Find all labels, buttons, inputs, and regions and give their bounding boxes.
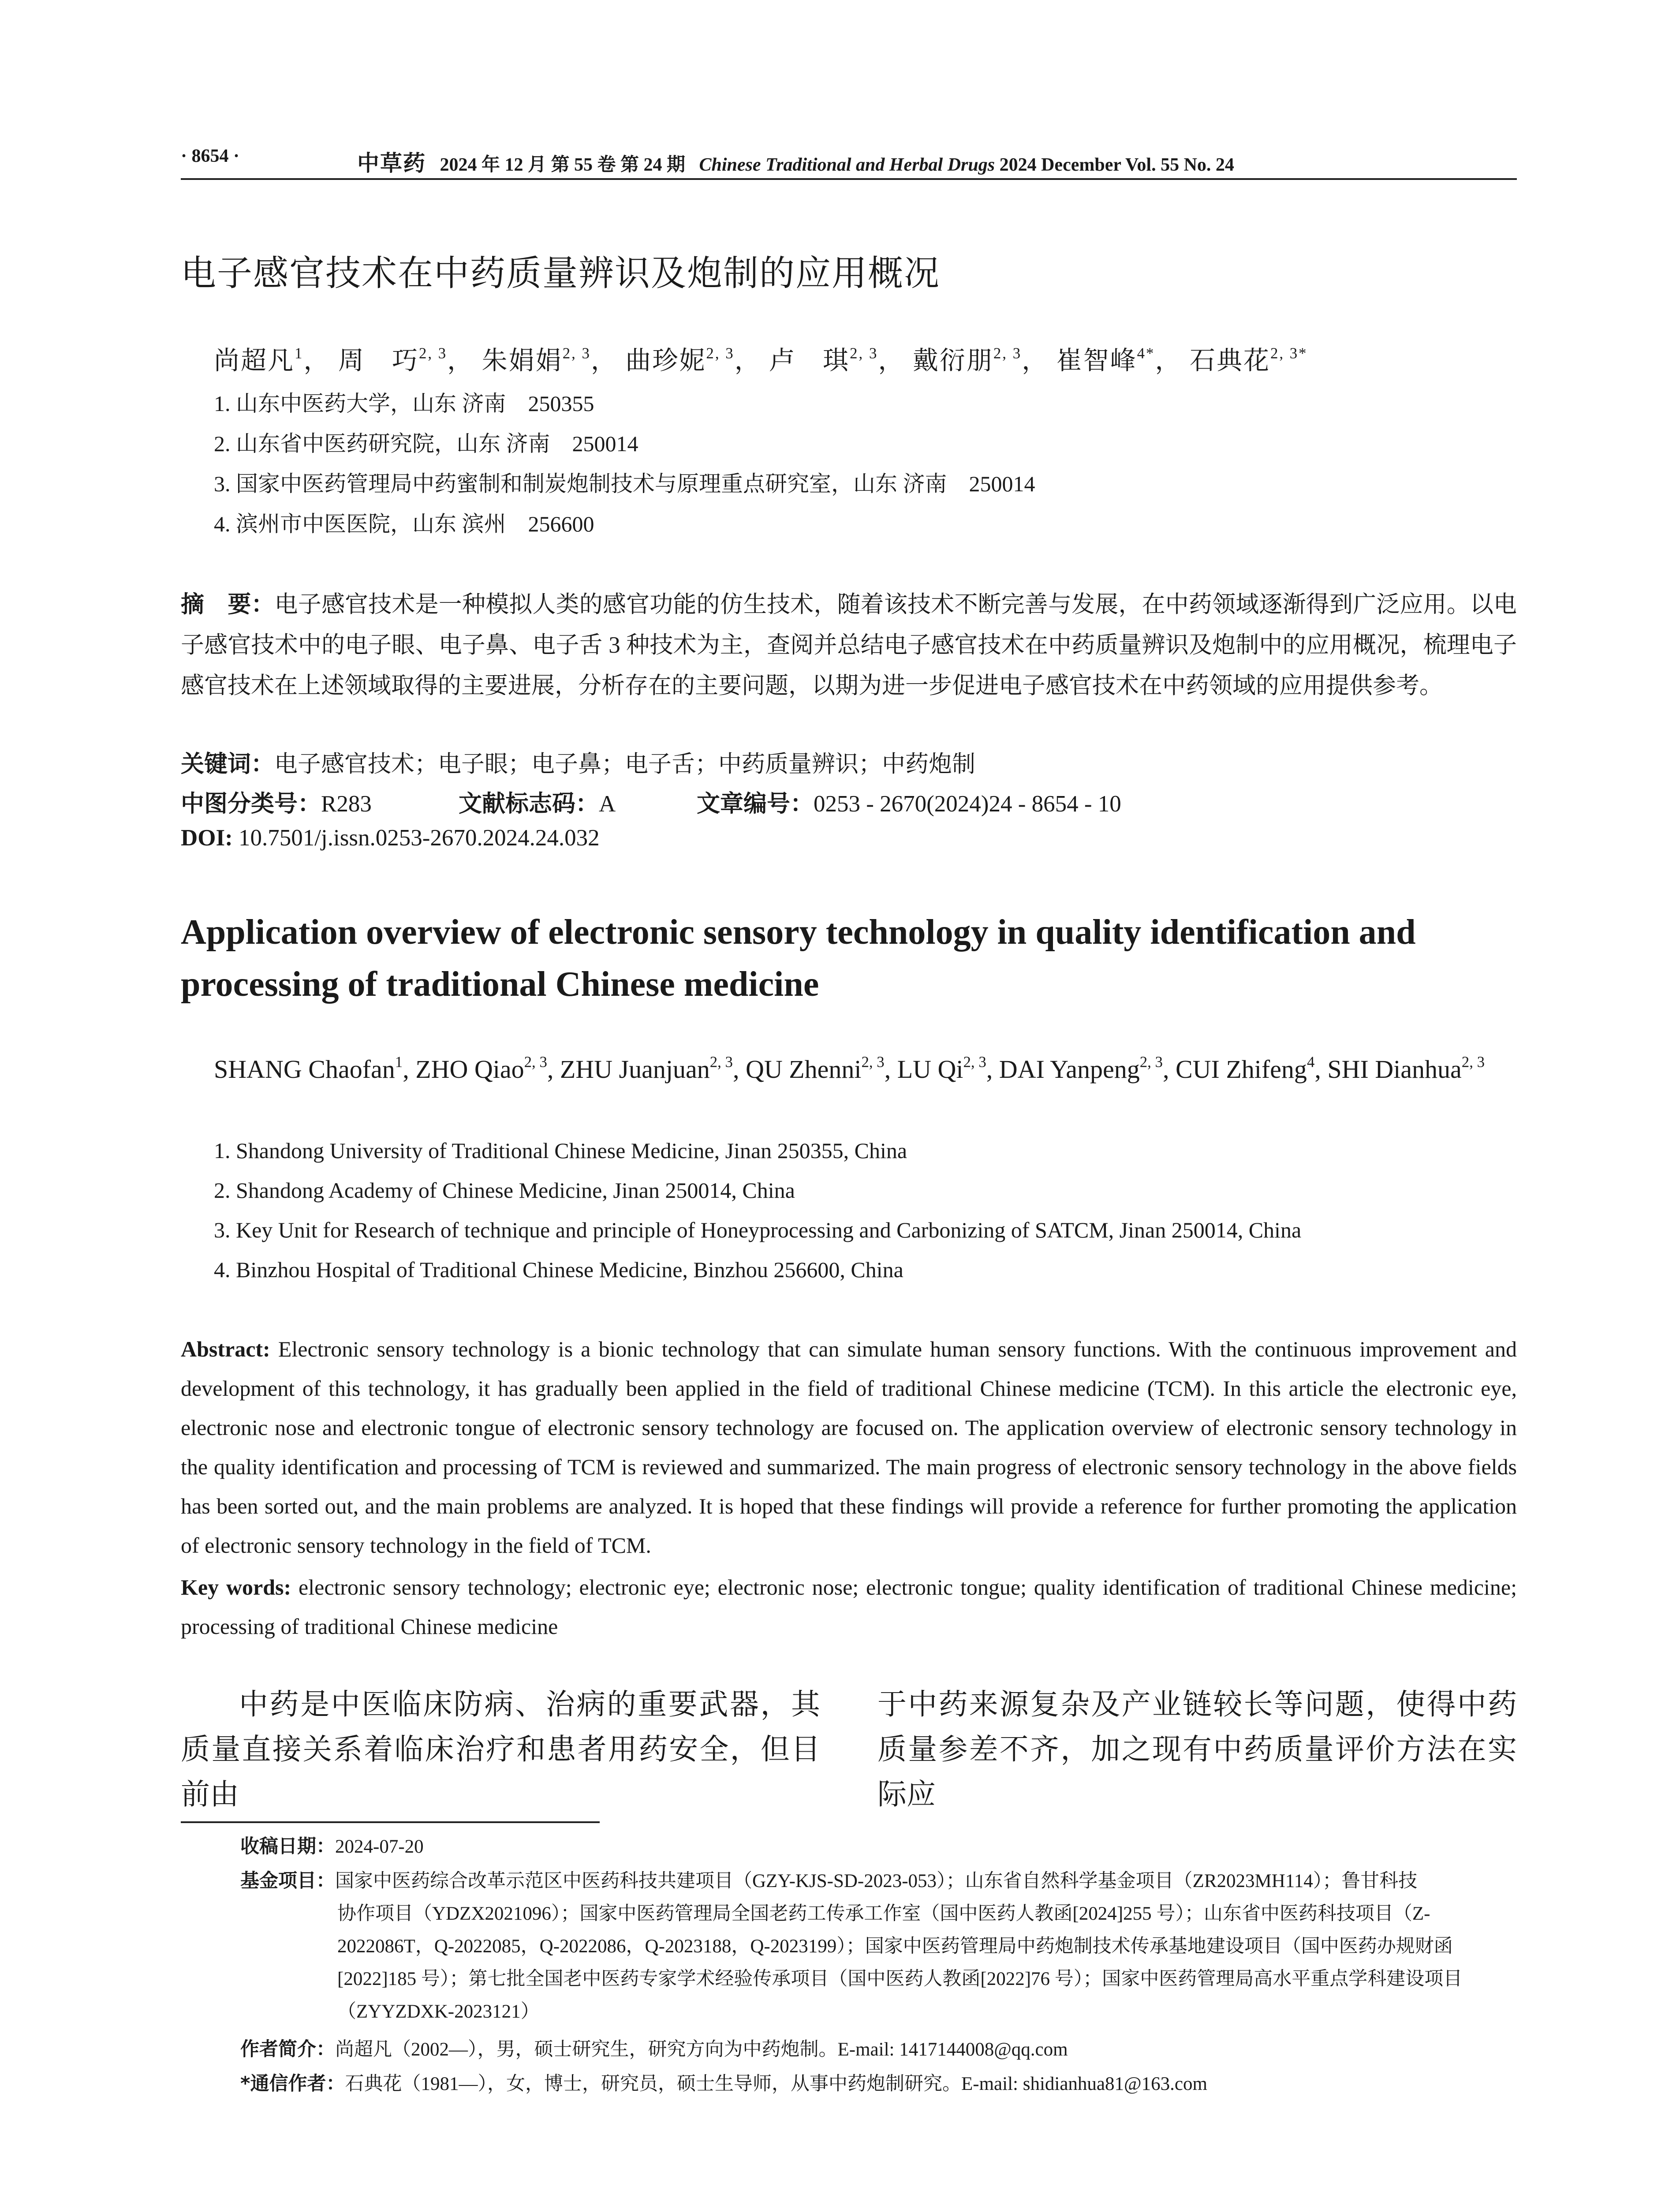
en-author: LU Qi$^{2, 3}$ <box>897 1053 986 1084</box>
article-no-value: 0253 - 2670(2024)24 - 8654 - 10 <box>814 791 1121 817</box>
en-author: QU Zhenni$^{2, 3}$ <box>745 1053 885 1084</box>
en-abstract-text: Electronic sensory technology is a bionic technology that can simulate human sensory functions. With the continuous improvement and development of this technology, it has gradually been applied in the field of traditional Chinese medicine (TCM). In this article the electronic eye, electronic nose and electronic tongue of electronic sensory technology are focused on. The application overview of electronic sensory technology in the quality identification and processing of TCM is reviewed and summarized. The main progress of electronic sensory technology in the above fields has been sorted out, and the main problems are analyzed. It is hoped that these findings will provide a reference for further promoting the application of electronic sensory technology in the field of TCM. <box>181 1337 1517 1558</box>
fund-continued: 协作项目（YDZX2021096）；国家中医药管理局全国老药工传承工作室（国中医药人教函[2024]255 号）；山东省中医药科技项目（Z-2022086T，Q-2022085，Q-2022086，Q-2023188，Q-2023199）；国家中医药管理局中药炮制技术传承基地建设项目（国中医药办规财函[2022]185 号）；第七批全国老中医药专家学术经验传承项目（国中医药人教函[2022]76 号）；国家中医药管理局高水平重点学科建设项目（ZYYZDXK-2023121） <box>337 1903 1463 2022</box>
classification-line <box>181 785 1121 818</box>
en-author: CUI Zhifeng$^4$ <box>1175 1053 1315 1084</box>
en-keywords-text: electronic sensory technology; electronic eye; electronic nose; electronic tongue; quality identification of traditional Chinese medicine; processing of traditional Chinese medicine <box>181 1575 1517 1639</box>
doc-code-label: 文献标志码： <box>459 790 599 817</box>
header-rule <box>181 178 1517 180</box>
zh-keywords-text: 电子感官技术；电子眼；电子鼻；电子舌；中药质量辨识；中药炮制 <box>274 751 975 777</box>
zh-affiliation-1: 1. 山东中医药大学，山东 济南 250355 <box>214 391 594 416</box>
zh-keywords-label: 关键词： <box>181 751 274 777</box>
received-label: 收稿日期： <box>240 1835 335 1857</box>
en-affiliation-2: 2. Shandong Academy of Chinese Medicine, Jinan 250014, China <box>214 1178 795 1203</box>
author-bio-label: 作者简介： <box>240 2038 335 2060</box>
corresponding-author <box>240 2067 1517 2100</box>
journal-line <box>357 146 1234 177</box>
zh-affiliation-3: 3. 国家中医药管理局中药蜜制和制炭炮制技术与原理重点研究室，山东 济南 250014 <box>214 471 1035 496</box>
doi-line <box>181 825 600 851</box>
zh-author: 石典花$^{2, 3*}$ <box>1189 344 1308 375</box>
zh-author: 戴衍朋$^{2, 3}$ <box>912 344 1022 375</box>
en-author: SHANG Chaofan$^1$ <box>214 1053 403 1084</box>
zh-abstract-text: 电子感官技术是一种模拟人类的感官功能的仿生技术，随着该技术不断完善与发展，在中药领域逐渐得到广泛应用。以电子感官技术中的电子眼、电子鼻、电子舌 3 种技术为主，查阅并总结电子感官技术在中药质量辨识及炮制中的应用概况，梳理电子感官技术在上述领域取得的主要进展，分析存在的主要问题，以期为进一步促进电子感官技术在中药领域的应用提供参考。 <box>181 592 1517 699</box>
doi-value: 10.7501/j.issn.0253-2670.2024.24.032 <box>239 825 600 851</box>
body-column-left: 中药是中医临床防病、治病的重要武器，其质量直接关系着临床治疗和患者用药安全，但目前由 <box>181 1689 820 1811</box>
zh-author: 朱娟娟$^{2, 3}$ <box>482 344 591 375</box>
corresponding-label: *通信作者： <box>240 2073 345 2095</box>
en-affiliation-4: 4. Binzhou Hospital of Traditional Chinese Medicine, Binzhou 256600, China <box>214 1257 903 1282</box>
en-author: SHI Dianhua$^{2, 3}$ <box>1327 1053 1485 1084</box>
author-bio-text: 尚超凡（2002—），男，硕士研究生，研究方向为中药炮制。E-mail: 1417144008@qq.com <box>335 2039 1068 2060</box>
en-affiliation-3: 3. Key Unit for Research of technique and principle of Honeyprocessing and Carbonizing of SATCM, Jinan 250014, China <box>214 1218 1302 1242</box>
zh-author: 尚超凡$^1$ <box>214 344 304 375</box>
zh-abstract <box>181 584 1517 706</box>
issue-en: 2024 December Vol. 55 No. 24 <box>999 155 1234 175</box>
en-abstract <box>181 1330 1517 1565</box>
en-title: Application overview of electronic sensory technology in quality identification and processing of traditional Chinese medicine <box>181 913 1416 1004</box>
zh-title: 电子感官技术在中药质量辨识及炮制的应用概况 <box>181 253 940 294</box>
journal-name-en: Chinese Traditional and Herbal Drugs <box>699 155 995 175</box>
en-author: DAI Yanpeng$^{2, 3}$ <box>999 1053 1163 1084</box>
en-keywords-label: Key words: <box>181 1575 291 1600</box>
doc-code-value: A <box>599 791 616 817</box>
issue-cn: 2024 年 12 月 第 55 卷 第 24 期 <box>440 155 686 175</box>
clc-value: R283 <box>321 791 372 817</box>
zh-author: 卢 琪$^{2, 3}$ <box>769 344 878 375</box>
journal-name-cn: 中草药 <box>357 151 426 176</box>
article-no-label: 文章编号： <box>697 790 814 817</box>
zh-keywords <box>181 745 975 779</box>
footnote-rule <box>181 1821 600 1823</box>
en-author: ZHU Juanjuan$^{2, 3}$ <box>560 1053 733 1084</box>
zh-author: 崔智峰$^{4*}$ <box>1056 344 1155 375</box>
zh-abstract-label: 摘 要： <box>181 591 275 618</box>
body-column-right: 于中药来源复杂及产业链较长等问题，使得中药质量参差不齐，加之现有中药质量评价方法在实际应 <box>877 1689 1517 1811</box>
zh-authors: 尚超凡$^1$， 周 巧$^{2, 3}$， 朱娟娟$^{2, 3}$， 曲珍妮$^{2, 3}$， 卢 琪$^{2, 3}$， 戴衍朋$^{2, 3}$， 崔智峰$^{4*}$， 石典花$^{2, 3*}$ <box>214 344 1308 375</box>
en-keywords <box>181 1568 1517 1646</box>
zh-author: 曲珍妮$^{2, 3}$ <box>625 344 735 375</box>
author-bio <box>240 2033 1517 2066</box>
corresponding-text: 石典花（1981—），女，博士，研究员，硕士生导师，从事中药炮制研究。E-mail: shidianhua81@163.com <box>345 2074 1207 2094</box>
en-abstract-label: Abstract: <box>181 1337 270 1361</box>
fund-projects <box>240 1865 1517 2028</box>
en-author: ZHO Qiao$^{2, 3}$ <box>415 1053 547 1084</box>
en-authors: SHANG Chaofan$^1$, ZHO Qiao$^{2, 3}$, ZHU Juanjuan$^{2, 3}$, QU Zhenni$^{2, 3}$, LU Qi$^{2, 3}$, DAI Yanpeng$^{2, 3}$, CUI Zhifeng$^4$, SHI Dianhua$^{2, 3}$ <box>214 1053 1485 1084</box>
clc-label: 中图分类号： <box>181 790 321 817</box>
zh-author: 周 巧$^{2, 3}$ <box>338 344 448 375</box>
fund-label: 基金项目： <box>240 1870 335 1892</box>
zh-affiliation-2: 2. 山东省中医药研究院，山东 济南 250014 <box>214 431 638 456</box>
doi-label: DOI: <box>181 825 233 851</box>
zh-affiliation-4: 4. 滨州市中医医院，山东 滨州 256600 <box>214 512 594 536</box>
page-number: · 8654 · <box>181 146 240 166</box>
en-affiliation-1: 1. Shandong University of Traditional Chinese Medicine, Jinan 250355, China <box>214 1138 907 1163</box>
running-header <box>181 140 1517 180</box>
received-date <box>240 1830 1517 1863</box>
fund-first-line: 国家中医药综合改革示范区中医药科技共建项目（GZY-KJS-SD-2023-053）；山东省自然科学基金项目（ZR2023MH114）；鲁甘科技 <box>335 1871 1418 1891</box>
received-value: 2024-07-20 <box>335 1836 424 1857</box>
